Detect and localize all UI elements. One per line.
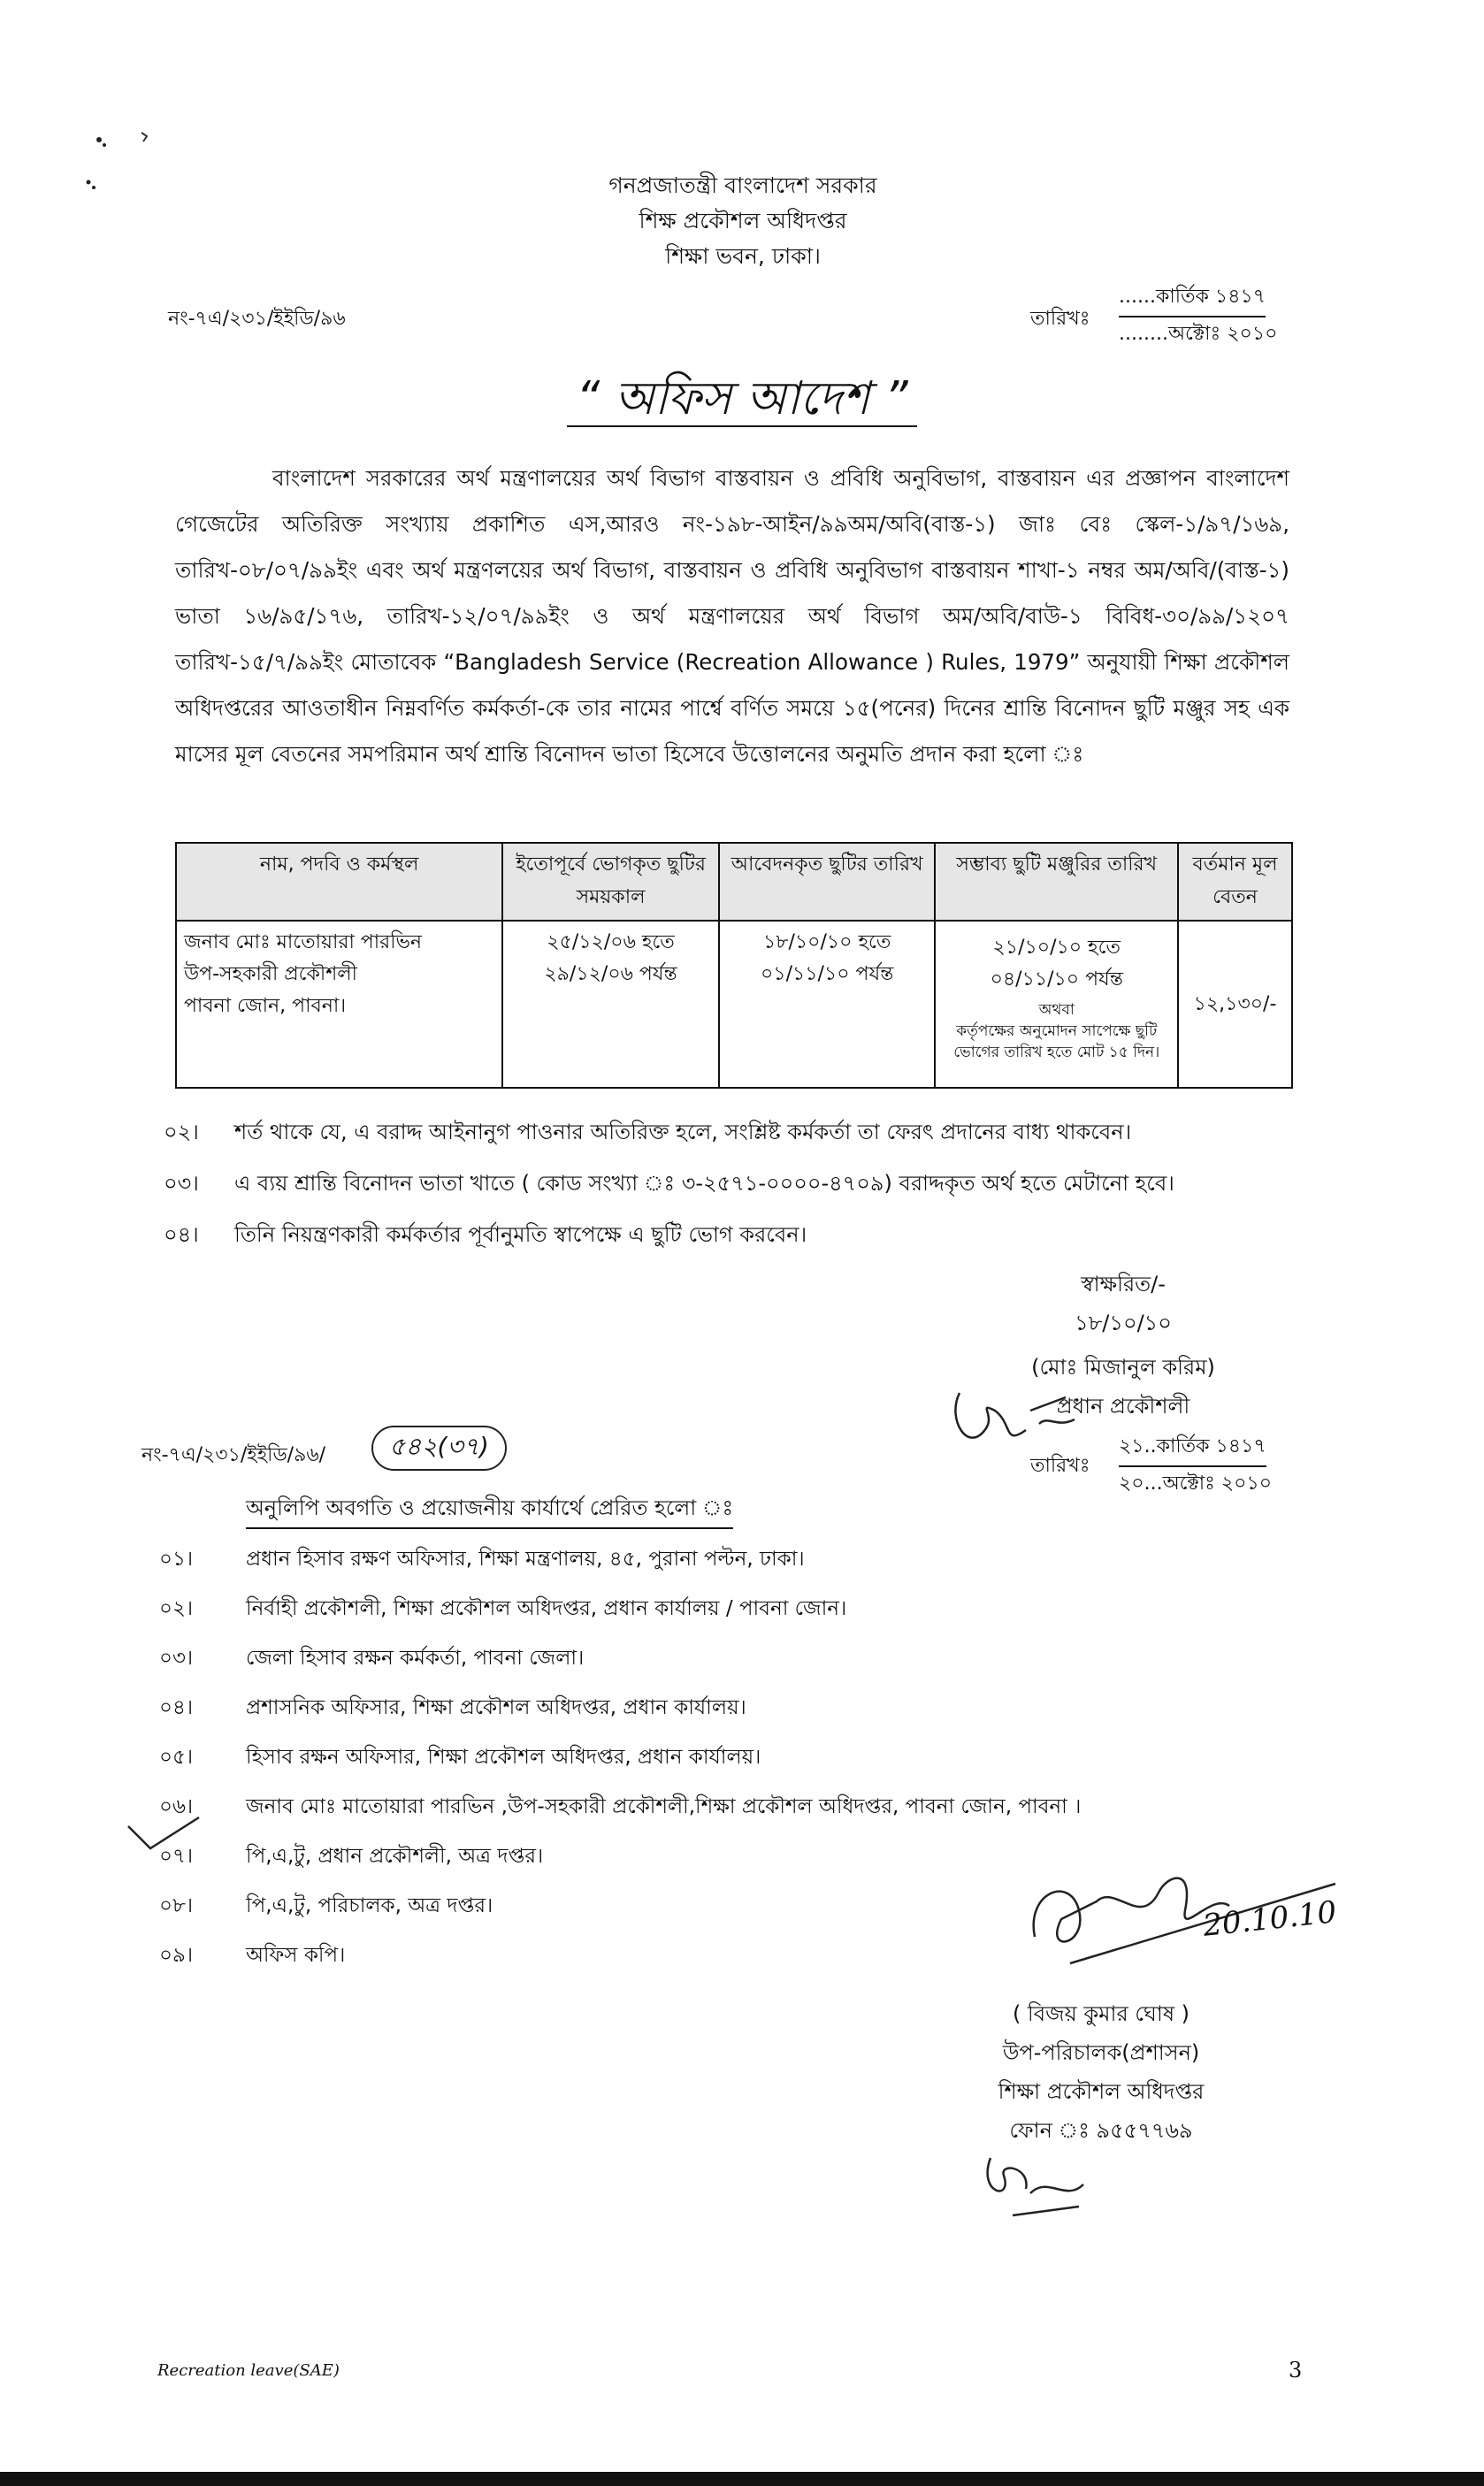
signature-block-deputy — [960, 1994, 1243, 2150]
page-number: 3 — [1289, 2358, 1303, 2383]
header-address: শিক্ষা ভবন, ঢাকা। — [665, 243, 821, 269]
list-number: ০৫। — [159, 1746, 194, 1769]
grant-to: ০৪/১১/১০ পর্যন্ত — [990, 968, 1123, 991]
cc-list — [159, 1534, 1081, 1980]
cell-probable-grant — [935, 921, 1178, 1088]
list-number: ০২। — [159, 1597, 194, 1620]
applied-from: ১৮/১০/১০ হতে — [762, 931, 891, 953]
list-number: ০৮। — [159, 1894, 194, 1917]
memo-number: নং-৭এ/২৩১/ইইডি/৯৬ — [168, 308, 346, 330]
order-body: বাংলাদেশ সরকারের অর্থ মন্ত্রণালয়ের অর্থ বিভাগ বাস্তবায়ন ও প্রবিধি অনুবিভাগ, বাস্তবায়ন এর প্রজ্ঞাপন বাংলাদেশ গেজেটের অতিরিক্ত সংখ্যায় প্রকাশিত এস,আরও নং-১৯৮-আইন/৯৯অম/অবি(বাস্ত-১) জাঃ বেঃ স্কেল-১/৯৭/১৬৯, তারিখ-০৮/০৭/৯৯ইং এবং অর্থ মন্ত্রণলয়ের অর্থ বিভাগ, বাস্তবায়ন ও প্রবিধি অনুবিভাগ বাস্তবায়ন শাখা-১ নম্বর অম/অবি/(বাস্ত-১) ভাতা ১৬/৯৫/১৭৬, তারিখ-১২/০৭/৯৯ইং ও অর্থ মন্ত্রণালয়ের অর্থ বিভাগ অম/অবি/বাউ-১ বিবিধ-৩০/৯৯/১২০৭ তারিখ-১৫/৭/৯৯ইং মোতাবেক “Bangladesh Service (Recreation Allowance ) Rules, 1979” অনুযায়ী শিক্ষা প্রকৌশল অধিদপ্তরের আওতাধীন নিম্নবর্ণিত কর্মকর্তা-কে তার নামের পার্শ্বে বর্ণিত সময়ে ১৫(পনের) দিনের শ্রান্তি বিনোদন ছুটি মঞ্জুর সহ এক মাসের মূল বেতনের সমপরিমান অর্থ শ্রান্তি বিনোদন ভাতা হিসেবে উত্তোলনের অনুমতি প্রদান করা হলো ঃ — [175, 465, 1289, 767]
officer-designation: উপ-সহকারী প্রকৌশলী — [184, 963, 357, 985]
list-item — [159, 1931, 1081, 1980]
cell-previous-leave — [502, 921, 719, 1088]
list-text: জনাব মোঃ মাতোয়ারা পারভিন ,উপ-সহকারী প্রকৌশলী,শিক্ষা প্রকৌশল অধিদপ্তর, পাবনা জোন, পাবনা । — [246, 1795, 1082, 1818]
handwritten-initial-bottom — [977, 2140, 1092, 2229]
list-text: পি,এ,টু, প্রধান প্রকৌশলী, অত্র দপ্তর। — [246, 1845, 544, 1868]
table-row — [176, 921, 1292, 1088]
header-name: নাম, পদবি ও কর্মস্থল — [176, 843, 502, 921]
list-text: পি,এ,টু, পরিচালক, অত্র দপ্তর। — [246, 1894, 493, 1917]
handwritten-date: 20.10.10 — [1201, 1894, 1339, 1944]
list-text: প্রশাসনিক অফিসার, শিক্ষা প্রকৌশল অধিদপ্তর, প্রধান কার্যালয়। — [246, 1696, 746, 1719]
list-item — [159, 1832, 1081, 1881]
list-item — [159, 1683, 1081, 1733]
list-item — [159, 1534, 1081, 1584]
deputy-designation: উপ-পরিচালক(প্রশাসন) — [1002, 2040, 1200, 2065]
list-number: ০৪। — [159, 1696, 194, 1719]
cc-date-bengali: ২১..কার্তিক ১৪১৭ — [1119, 1431, 1266, 1467]
order-title: “ অফিস আদেশ ” — [0, 363, 1484, 440]
list-item — [159, 1733, 1081, 1782]
deputy-office: শিক্ষা প্রকৌশল অধিদপ্তর — [998, 2079, 1205, 2104]
clause-item — [164, 1167, 1313, 1203]
clause-number: ০৪। — [164, 1222, 199, 1247]
date-english: ........অক্টোঃ ২০১০ — [1119, 323, 1278, 345]
signed-text: স্বাক্ষরিত/- — [1081, 1272, 1166, 1297]
prev-to: ২৯/১২/০৬ পর্যন্ত — [544, 963, 677, 985]
cell-applied-leave — [719, 921, 936, 1088]
header-department: শিক্ষ প্রকৌশল অধিদপ্তর — [639, 208, 847, 233]
prev-from: ২৫/১২/০৬ হতে — [547, 931, 675, 953]
stray-marks — [53, 115, 168, 203]
list-item — [159, 1881, 1081, 1931]
date-bengali: ......কার্তিক ১৪১৭ — [1119, 281, 1266, 317]
header-government: গনপ্রজাতন্ত্রী বাংলাদেশ সরকার — [608, 172, 877, 198]
signatory-designation: প্রধান প্রকৌশলী — [1056, 1394, 1190, 1419]
handwritten-memo-number: ৫৪২(৩৭) — [371, 1426, 507, 1471]
cc-heading: অনুলিপি অবগতি ও প্রয়োজনীয় কার্যার্থে প্রেরিত হলো ঃ — [246, 1492, 733, 1529]
grant-from: ২১/১০/১০ হতে — [992, 937, 1121, 959]
scan-edge — [0, 2472, 1484, 2486]
list-number: ০৩। — [159, 1647, 194, 1670]
header-applied-leave: আবেদনকৃত ছুটির তারিখ — [719, 843, 936, 921]
check-mark-icon — [124, 1813, 203, 1857]
list-number: ০১। — [159, 1548, 194, 1571]
cc-date-english: ২০...অক্টোঃ ২০১০ — [1119, 1472, 1273, 1495]
list-number: ০৬। — [159, 1795, 194, 1818]
header-salary: বর্তমান মূল বেতন — [1178, 843, 1292, 921]
footer-file-label: Recreation leave(SAE) — [157, 2361, 340, 2380]
cell-salary: ১২,১৩০/- — [1178, 921, 1292, 1088]
applied-to: ০১/১১/১০ পর্যন্ত — [761, 963, 894, 985]
table-header-row — [176, 843, 1292, 921]
list-text: অফিস কপি। — [246, 1944, 346, 1967]
list-text: প্রধান হিসাব রক্ষণ অফিসার, শিক্ষা মন্ত্রণালয়, ৪৫, পুরানা পল্টন, ঢাকা। — [246, 1548, 805, 1571]
deputy-name: ( বিজয় কুমার ঘোষ ) — [1012, 2001, 1190, 2026]
officer-name: জনাব মোঃ মাতোয়ারা পারভিন — [184, 931, 423, 953]
clause-item — [164, 1219, 1313, 1254]
deputy-phone: ফোন ঃ ৯৫৫৭৭৬৯ — [1009, 2118, 1193, 2143]
signature-date: ১৮/১০/১০ — [1075, 1311, 1172, 1335]
leave-table — [175, 842, 1293, 1089]
officer-workplace: পাবনা জোন, পাবনা। — [184, 995, 347, 1017]
date-label: তারিখঃ — [1030, 308, 1090, 330]
clause-text: তিনি নিয়ন্ত্রণকারী কর্মকর্তার পূর্বানুমতি স্বাপেক্ষে এ ছুটি ভোগ করবেন। — [234, 1222, 807, 1247]
list-item — [159, 1584, 1081, 1633]
cc-date-label: তারিখঃ — [1030, 1455, 1090, 1477]
list-text: জেলা হিসাব রক্ষন কর্মকর্তা, পাবনা জেলা। — [246, 1647, 585, 1670]
list-number: ০৯। — [159, 1944, 194, 1967]
clause-item — [164, 1116, 1313, 1151]
signatory-name: (মোঃ মিজানুল করিম) — [1031, 1355, 1215, 1380]
list-number: ০৭। — [159, 1845, 194, 1868]
list-text: হিসাব রক্ষন অফিসার, শিক্ষা প্রকৌশল অধিদপ্তর, প্রধান কার্যালয়। — [246, 1746, 761, 1769]
clause-text: এ ব্যয় শ্রান্তি বিনোদন ভাতা খাতে ( কোড সংখ্যা ঃ ৩-২৫৭১-০০০০-৪৭০৯) বরাদ্দকৃত অর্থ হতে মেটানো হবে। — [234, 1171, 1174, 1196]
grant-note: কর্তৃপক্ষের অনুমোদন সাপেক্ষে ছুটি ভোগের তারিখ হতে মোট ১৫ দিন। — [953, 1022, 1160, 1061]
list-text: নির্বাহী প্রকৌশলী, শিক্ষা প্রকৌশল অধিদপ্তর, প্রধান কার্যালয় / পাবনা জোন। — [246, 1597, 847, 1620]
cell-name — [176, 921, 502, 1088]
list-item — [159, 1782, 1081, 1832]
clause-text: শর্ত থাকে যে, এ বরাদ্দ আইনানুগ পাওনার অতিরিক্ত হলে, সংশ্লিষ্ট কর্মকর্তা তা ফেরৎ প্রদানের বাধ্য থাকবেন। — [234, 1120, 1132, 1144]
cc-memo-number: নং-৭এ/২৩১/ইইডি/৯৬/ — [142, 1444, 326, 1466]
clause-number: ০২। — [164, 1120, 199, 1144]
list-item — [159, 1633, 1081, 1683]
clause-number: ০৩। — [164, 1171, 199, 1196]
header-previous-leave: ইতোপূর্বে ভোগকৃত ছুটির সময়কাল — [502, 843, 719, 921]
grant-or: অথবা — [1038, 1001, 1075, 1019]
header-probable-grant: সম্ভাব্য ছুটি মঞ্জুরির তারিখ — [935, 843, 1178, 921]
